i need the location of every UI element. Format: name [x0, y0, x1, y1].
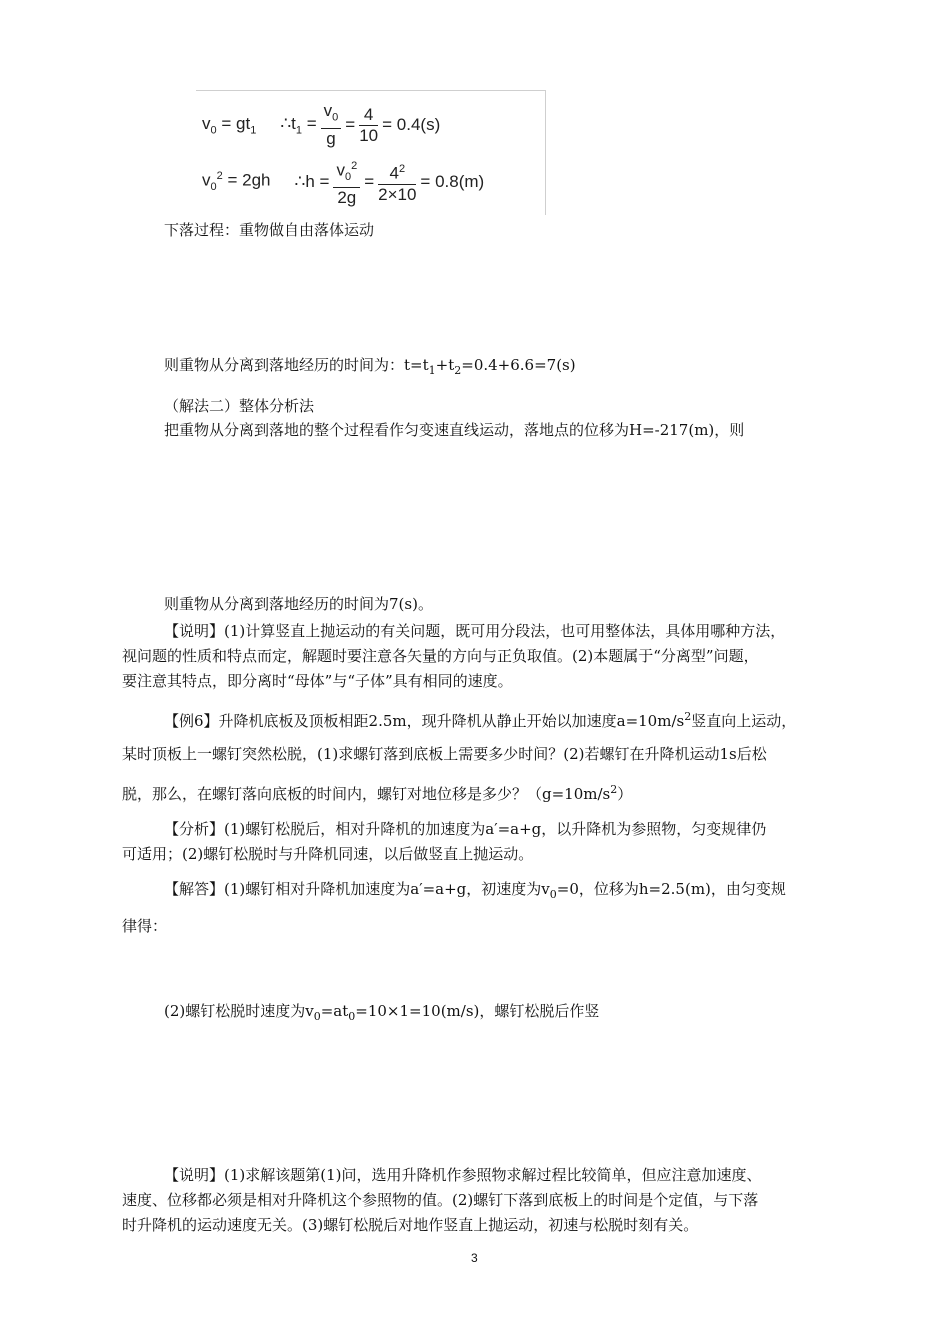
- answer-line-1: 【解答】(1)螺钉相对升降机加速度为a′=a+g，初速度为$v_0=0$，位移为h=2.5(m)，由匀变规: [164, 880, 786, 901]
- note2-line-1: 【说明】(1)求解该题第(1)问，选用升降机作参照物求解过程比较简单，但应注意加速度、: [164, 1166, 762, 1184]
- fraction: $\frac{4}{10}$: [359, 104, 379, 145]
- text-time-total-2: 则重物从分离到落地经历的时间为7(s)。: [164, 595, 433, 613]
- formula-text: =: [364, 172, 375, 191]
- answer-line-2: 律得：: [122, 917, 168, 935]
- analysis-line-1: 【分析】(1)螺钉松脱后，相对升降机的加速度为a′=a+g，以升降机为参照物，匀变规律仍: [164, 820, 767, 838]
- formula-text: = 0.8(m): [420, 172, 485, 191]
- text-method2-desc: 把重物从分离到落地的整个过程看作匀变速直线运动，落地点的位移为H=-217(m)，则: [164, 421, 745, 439]
- example6-line-3: 脱，那么，在螺钉落向底板的时间内，螺钉对地位移是多少？$(g=10m/s^2)$: [122, 783, 633, 803]
- fraction: $\frac{v_0}{g}$: [321, 101, 342, 148]
- fraction: $\frac{v_0^2}{2g}$: [333, 156, 360, 208]
- part2-line: (2)螺钉松脱时速度为$v_0=at_0=10\times 1=10(m/s)$，螺钉松脱后作竖: [164, 1002, 600, 1023]
- example6-line-1: 【例6】升降机底板及顶板相距2.5m，现升降机从静止开始以加速度$a=10m/s^2$竖直向上运动，: [164, 710, 797, 730]
- note2-line-2: 速度、位移都必须是相对升降机这个参照物的值。(2)螺钉下落到底板上的时间是个定值，与下落: [122, 1191, 759, 1209]
- formula-text: $v_0 = gt_1$: [202, 113, 257, 137]
- formula-row-2: [202, 154, 484, 210]
- note2-line-3: 时升降机的运动速度无关。(3)螺钉松脱后对地作竖直上抛运动，初速与松脱时刻有关。: [122, 1216, 699, 1234]
- analysis-line-2: 可适用；(2)螺钉松脱时与升降机同速，以后做竖直上抛运动。: [122, 845, 534, 863]
- page-number: 3: [471, 1251, 478, 1265]
- text-descent: 下落过程：重物做自由落体运动: [164, 221, 375, 239]
- formula-row-1: [202, 97, 440, 153]
- formula-image: [196, 90, 546, 215]
- note1-line-2: 视问题的性质和特点而定，解题时要注意各矢量的方向与正负取值。(2)本题属于“分离型”问题，: [122, 647, 759, 665]
- fraction: $\frac{4^2}{2\times 10}$: [378, 159, 416, 205]
- text-time-total: 则重物从分离到落地经历的时间为：$t=t_1+t_2=0.4+6.6=7(s)$: [164, 356, 576, 377]
- text-method2-heading: （解法二）整体分析法: [164, 397, 315, 415]
- formula-text: ∴h =: [294, 172, 330, 191]
- formula-text: = 0.4(s): [382, 115, 441, 134]
- formula-text: =: [345, 115, 356, 134]
- formula-text: $v_0^2 = 2gh$: [202, 170, 271, 194]
- formula-text: $\therefore t_1$ =: [280, 113, 317, 137]
- note1-line-1: 【说明】(1)计算竖直上抛运动的有关问题，既可用分段法，也可用整体法，具体用哪种方法，: [164, 622, 786, 640]
- note1-line-3: 要注意其特点，即分离时“母体”与“子体”具有相同的速度。: [122, 672, 513, 690]
- example6-line-2: 某时顶板上一螺钉突然松脱，(1)求螺钉落到底板上需要多少时间？(2)若螺钉在升降机运动1s后松: [122, 745, 767, 763]
